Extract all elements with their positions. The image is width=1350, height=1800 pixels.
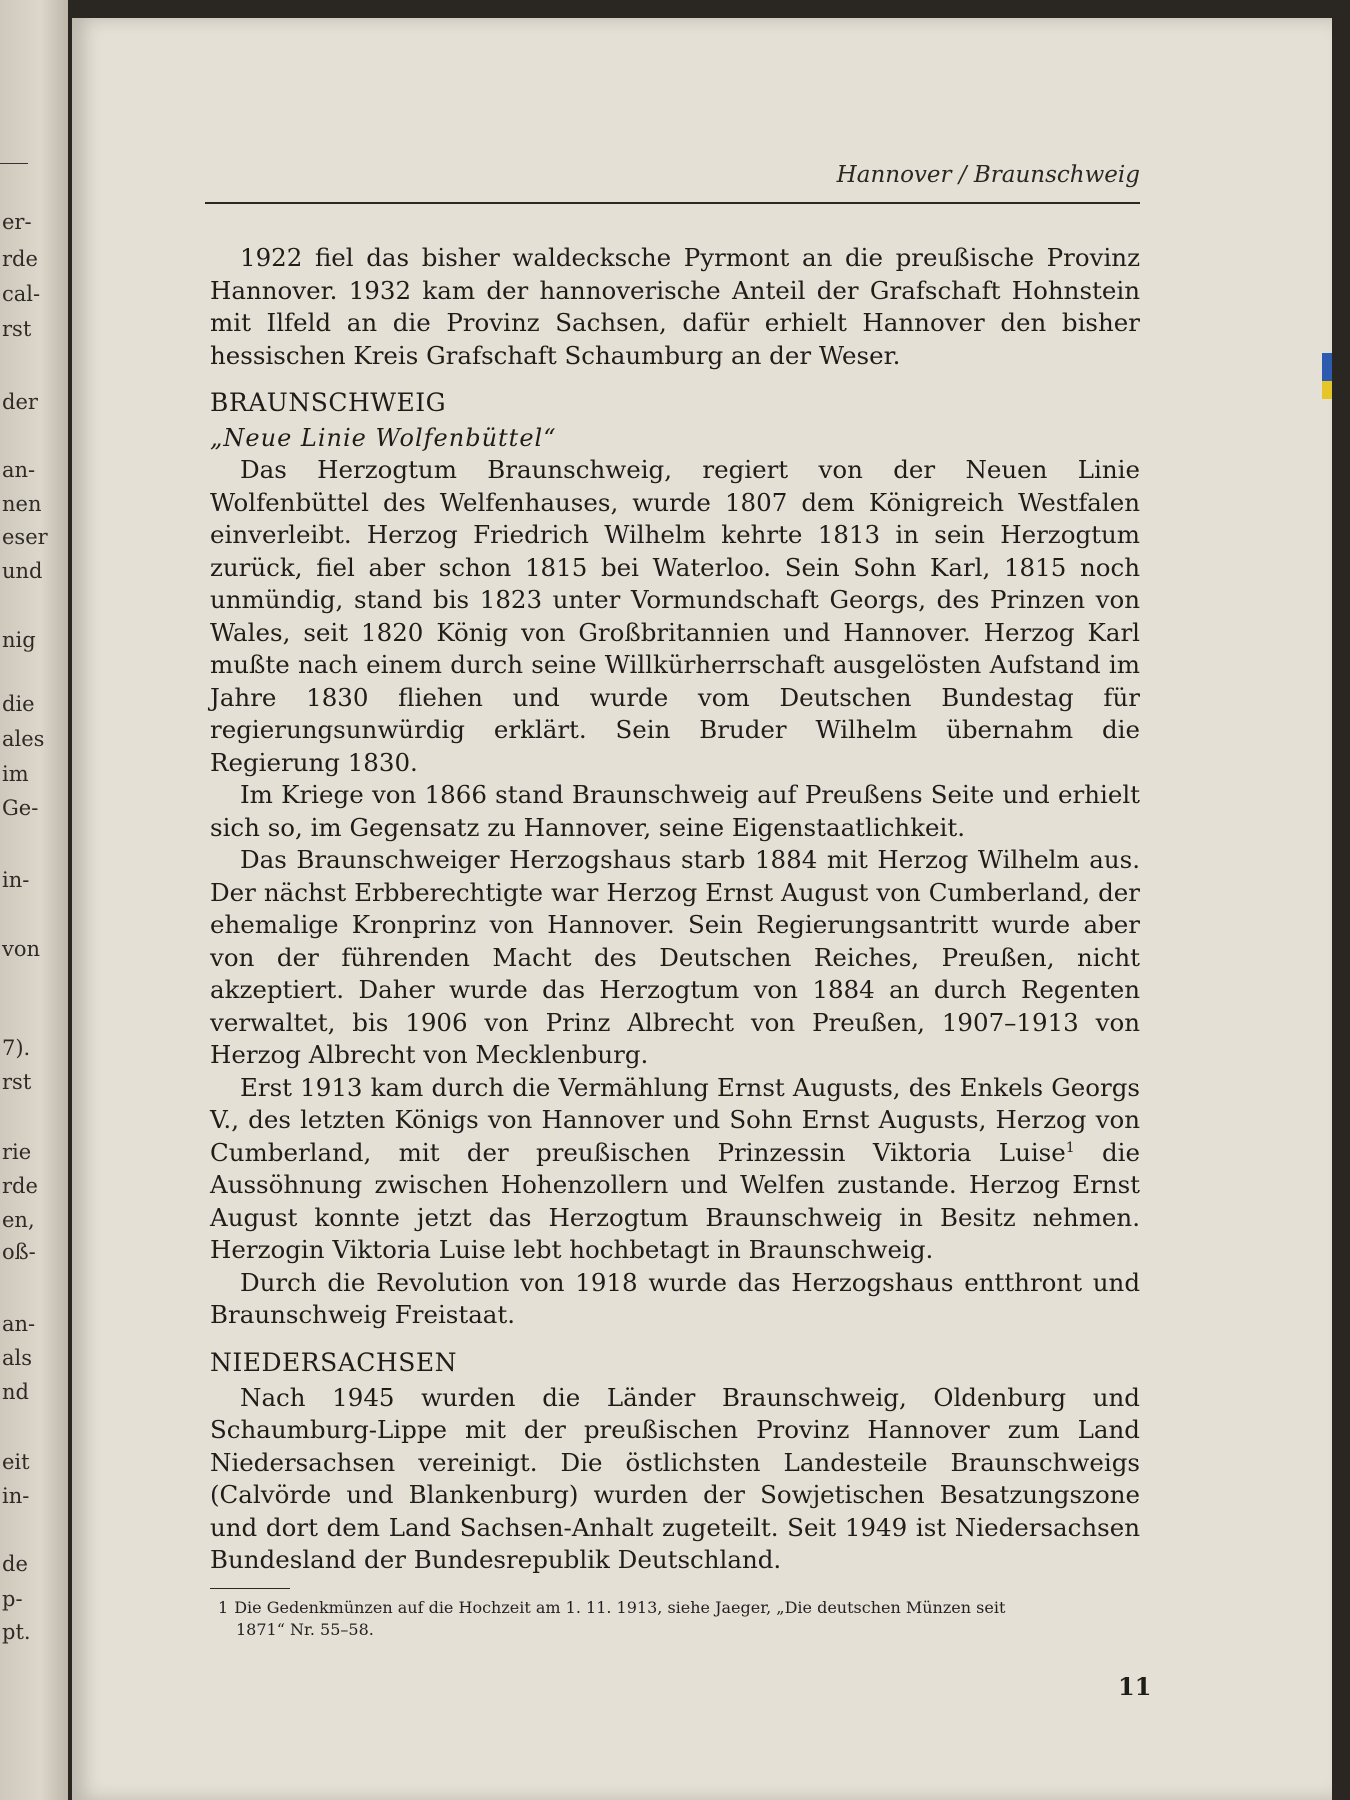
facing-page-fragment: pt. bbox=[2, 1620, 31, 1644]
paragraph-text: die Aussöhnung zwischen Hohenzollern und Welfen zustande. Herzog Ernst August konnte jetzt das Herzogtum Braunschweig in Besitz nehmen. Herzogin Viktoria Luise lebt hochbetagt in Braunschweig. bbox=[210, 1137, 1140, 1264]
facing-page-fragment: in- bbox=[2, 868, 30, 892]
facing-page-fragment: nen bbox=[2, 492, 42, 516]
facing-page-fragment: de bbox=[2, 1552, 28, 1576]
section-heading-niedersachsen: NIEDERSACHSEN bbox=[210, 1347, 457, 1377]
facing-page-fragment: der bbox=[2, 390, 38, 414]
facing-page-fragment: rst bbox=[2, 1070, 32, 1094]
footnote-text: Die Gedenkmünzen auf die Hochzeit am 1. 11. 1913, siehe Jaeger, „Die deutschen Münzen seit bbox=[234, 1598, 1006, 1617]
facing-page-fragment: en, bbox=[2, 1208, 35, 1232]
paragraph-text: Erst 1913 kam durch die Vermählung Ernst Augusts, des Enkels Georgs V., des letzten Königs von Hannover und Sohn Ernst Augusts, Herzog von Cumberland, mit der preußischen Prinzessin Viktoria Luise bbox=[210, 1072, 1140, 1167]
facing-page-fragment: die bbox=[2, 692, 35, 716]
facing-page-fragment: rde bbox=[2, 247, 38, 271]
intro-paragraph: 1922 fiel das bisher waldecksche Pyrmont an die preußische Provinz Hannover. 1932 kam der hannoverische Anteil der Grafschaft Hohnstein mit Ilfeld an die Provinz Sachsen, dafür erhielt Hannover den bisher hessischen Kreis Grafschaft Schaumburg an der Weser. bbox=[210, 243, 1140, 370]
paragraph: Durch die Revolution von 1918 wurde das Herzogshaus entthront und Braunschweig Freistaat. bbox=[210, 1267, 1140, 1329]
facing-page-fragment: p- bbox=[2, 1587, 23, 1611]
facing-page-fragment: an- bbox=[2, 458, 36, 482]
facing-page-fragment: oß- bbox=[2, 1240, 36, 1264]
facing-page-fragment: cal- bbox=[2, 282, 41, 306]
paragraph: Nach 1945 wurden die Länder Braunschweig, Oldenburg und Schaumburg-Lippe mit der preußischen Provinz Hannover zum Land Niedersachsen vereinigt. Die östlichsten Landesteile Braunschweigs (Calvörde und Blankenburg) wurden der Sowjetischen Besatzungszone und dort dem Land Sachsen-Anhalt zugeteilt. Seit 1949 ist Niedersachsen Bundesland der Bundesrepublik Deutschland. bbox=[210, 1382, 1140, 1574]
facing-page-fragment: nig bbox=[2, 628, 36, 652]
facing-page-fragment: in- bbox=[2, 1484, 30, 1508]
facing-page-fragment: eser bbox=[2, 525, 48, 549]
running-header bbox=[205, 162, 1140, 204]
facing-page-fragment: nd bbox=[2, 1380, 29, 1404]
page-body bbox=[210, 242, 1140, 1577]
facing-page-fragment: rst bbox=[2, 317, 32, 341]
page-tab-marker bbox=[1322, 353, 1332, 381]
facing-page-fragment: eit bbox=[2, 1450, 30, 1474]
facing-page-fragment: als bbox=[2, 1346, 33, 1370]
facing-page-rule bbox=[0, 163, 28, 164]
facing-page-fragment: rie bbox=[2, 1140, 32, 1164]
facing-page-fragment: im bbox=[2, 762, 29, 786]
paragraph: Das Herzogtum Braunschweig, regiert von der Neuen Linie Wolfenbüttel des Welfenhauses, wurde 1807 dem Königreich Westfalen einverleibt. Herzog Friedrich Wilhelm kehrte 1813 in sein Herzogtum zurück, fiel aber schon 1815 bei Waterloo. Sein Sohn Karl, 1815 noch unmündig, stand bis 1823 unter Vormundschaft Georgs, des Prinzen von Wales, seit 1820 König von Großbritannien und Hannover. Herzog Karl mußte nach einem durch seine Willkürherrschaft ausgelösten Aufstand im Jahre 1830 fliehen und wurde vom Deutschen Bundestag für regierungsunwürdig erklärt. Sein Bruder Wilhelm übernahm die Regierung 1830. bbox=[210, 455, 1140, 777]
paragraph bbox=[210, 1072, 1140, 1267]
facing-page-fragment: Ge- bbox=[2, 796, 39, 820]
facing-page-fragment: von bbox=[2, 937, 41, 961]
facing-page-fragment: und bbox=[2, 559, 43, 583]
facing-page-fragment: rde bbox=[2, 1174, 38, 1198]
footnote-number: 1 bbox=[218, 1598, 229, 1617]
facing-page-fragment: an- bbox=[2, 1312, 36, 1336]
facing-page-fragment: ales bbox=[2, 727, 45, 751]
section-heading-braunschweig: BRAUNSCHWEIG bbox=[210, 388, 447, 417]
page-number: 11 bbox=[1118, 1672, 1152, 1701]
facing-page-fragment: er- bbox=[2, 210, 32, 234]
paragraph: Im Kriege von 1866 stand Braunschweig auf Preußens Seite und erhielt sich so, im Gegensatz zu Hannover, seine Eigenstaatlichkeit. bbox=[210, 780, 1140, 842]
footnote bbox=[218, 1597, 1148, 1641]
footnote-marker: 1 bbox=[1065, 1139, 1075, 1156]
footnote-text: 1871“ Nr. 55–58. bbox=[236, 1620, 374, 1639]
page-tab-marker bbox=[1322, 381, 1332, 399]
running-header-title: Hannover / Braunschweig bbox=[836, 162, 1140, 188]
facing-page-fragment: 7). bbox=[2, 1036, 31, 1060]
paragraph: Das Braunschweiger Herzogshaus starb 1884 mit Herzog Wilhelm aus. Der nächst Erbberechtigte war Herzog Ernst August von Cumberland, der ehemalige Kronprinz von Hannover. Sein Regierungsantritt wurde aber von der führenden Macht des Deutschen Reiches, Preußen, nicht akzeptiert. Daher wurde das Herzogtum von 1884 an durch Regenten verwaltet, bis 1906 von Prinz Albrecht von Preußen, 1907–1913 von Herzog Albrecht von Mecklenburg. bbox=[210, 845, 1140, 1069]
footnote-rule bbox=[210, 1588, 290, 1589]
section-subheading: „Neue Linie Wolfenbüttel“ bbox=[210, 424, 557, 452]
facing-page bbox=[0, 0, 68, 1800]
